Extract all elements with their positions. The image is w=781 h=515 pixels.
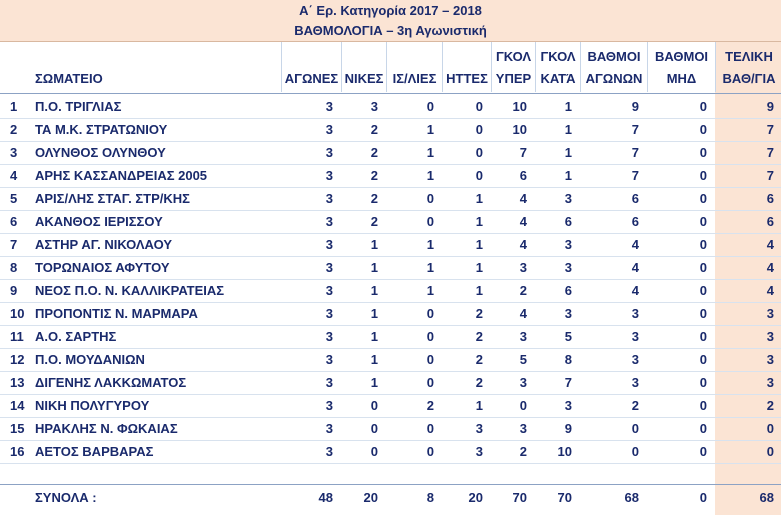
draws-cell: 0: [426, 352, 434, 367]
played-cell: 3: [325, 421, 333, 436]
wins-cell: 0: [370, 444, 378, 459]
final-cell: 9: [766, 99, 774, 114]
played-cell: 3: [325, 329, 333, 344]
club-name-cell: ΑΡΙΣ/ΛΗΣ ΣΤΑΓ. ΣΤΡ/ΚΗΣ: [35, 191, 190, 206]
column-header-gf-line1: ΓΚΟΛ: [495, 49, 532, 64]
wins-cell: 1: [370, 260, 378, 275]
losses-cell: 1: [475, 283, 483, 298]
wins-cell: 1: [370, 306, 378, 321]
losses-cell: 0: [475, 168, 483, 183]
ga-cell: 7: [564, 375, 572, 390]
column-header-pts-line2: ΑΓΩΝΩΝ: [585, 71, 643, 86]
club-name-cell: ΑΚΑΝΘΟΣ ΙΕΡΙΣΣΟΥ: [35, 214, 163, 229]
pts-cell: 3: [631, 329, 639, 344]
ga-cell: 6: [564, 283, 572, 298]
standings-subtitle: ΒΑΘΜΟΛΟΓΙΑ – 3η Αγωνιστική: [294, 23, 487, 38]
ded-cell: 0: [699, 398, 707, 413]
final-cell: 0: [766, 421, 774, 436]
draws-cell: 2: [426, 398, 434, 413]
table-row: [0, 95, 781, 119]
club-name-cell: ΑΕΤΟΣ ΒΑΡΒΑΡΑΣ: [35, 444, 154, 459]
table-row: [0, 118, 781, 142]
wins-cell: 2: [370, 191, 378, 206]
draws-cell: 1: [426, 122, 434, 137]
pts-cell: 4: [631, 260, 639, 275]
ded-cell: 0: [699, 306, 707, 321]
totals-divider: [0, 484, 781, 485]
pts-cell: 6: [631, 214, 639, 229]
losses-cell: 3: [475, 444, 483, 459]
final-cell: 3: [766, 352, 774, 367]
position-cell: 16: [10, 444, 25, 459]
played-cell: 3: [325, 214, 333, 229]
final-cell: 3: [766, 375, 774, 390]
losses-cell: 2: [475, 375, 483, 390]
totals-row: [0, 486, 781, 509]
column-header-draws-label: ΙΣ/ΛΙΕΣ: [392, 71, 437, 86]
played-cell: 3: [325, 99, 333, 114]
gf-cell: 6: [519, 168, 527, 183]
ded-cell: 0: [699, 375, 707, 390]
wins-cell: 2: [370, 168, 378, 183]
position-cell: 4: [10, 168, 18, 183]
wins-cell: 2: [370, 214, 378, 229]
position-cell: 9: [10, 283, 18, 298]
gf-cell: 2: [519, 283, 527, 298]
club-name-cell: ΟΛΥΝΘΟΣ ΟΛΥΝΘΟΥ: [35, 145, 166, 160]
ga-cell: 3: [564, 260, 572, 275]
pts-cell: 7: [631, 122, 639, 137]
club-name-cell: ΠΡΟΠΟΝΤΙΣ Ν. ΜΑΡΜΑΡΑ: [35, 306, 198, 321]
ga-cell: 1: [564, 99, 572, 114]
ga-cell: 10: [557, 444, 572, 459]
club-name-cell: Π.Ο. ΤΡΙΓΛΙΑΣ: [35, 99, 122, 114]
ded-cell: 0: [699, 145, 707, 160]
draws-cell: 0: [426, 329, 434, 344]
played-cell: 3: [325, 145, 333, 160]
played-cell: 3: [325, 260, 333, 275]
position-cell: 6: [10, 214, 18, 229]
column-header-draws: [386, 42, 442, 92]
played-cell: 3: [325, 398, 333, 413]
gf-cell: 3: [519, 421, 527, 436]
draws-cell: 0: [426, 214, 434, 229]
club-name-cell: ΑΡΗΣ ΚΑΣΣΑΝΔΡΕΙΑΣ 2005: [35, 168, 208, 183]
pts-cell: 3: [631, 375, 639, 390]
column-header-ded: [647, 42, 715, 92]
wins-cell: 3: [370, 99, 378, 114]
gf-cell: 0: [519, 398, 527, 413]
total-losses-cell: 20: [468, 490, 483, 505]
final-cell: 3: [766, 306, 774, 321]
position-cell: 14: [10, 398, 25, 413]
club-name-cell: Α.Ο. ΣΑΡΤΗΣ: [35, 329, 117, 344]
ded-cell: 0: [699, 237, 707, 252]
column-header-club: ΣΩΜΑΤΕΙΟ: [35, 71, 103, 86]
league-title: Α΄ Ερ. Κατηγορία 2017 – 2018: [299, 3, 482, 18]
wins-cell: 1: [370, 329, 378, 344]
losses-cell: 0: [475, 145, 483, 160]
table-row: [0, 417, 781, 441]
pts-cell: 6: [631, 191, 639, 206]
pts-cell: 2: [631, 398, 639, 413]
table-row: [0, 325, 781, 349]
gf-cell: 3: [519, 329, 527, 344]
gf-cell: 7: [519, 145, 527, 160]
total-played-cell: 48: [318, 490, 333, 505]
column-header-gf-line2: ΥΠΕΡ: [495, 71, 532, 86]
position-cell: 1: [10, 99, 18, 114]
played-cell: 3: [325, 237, 333, 252]
draws-cell: 1: [426, 145, 434, 160]
column-header-wins: [341, 42, 386, 92]
draws-cell: 1: [426, 260, 434, 275]
losses-cell: 1: [475, 191, 483, 206]
final-cell: 7: [766, 122, 774, 137]
title-band: [0, 0, 781, 42]
club-name-cell: ΤΑ Μ.Κ. ΣΤΡΑΤΩΝΙΟΥ: [35, 122, 168, 137]
draws-cell: 0: [426, 191, 434, 206]
wins-cell: 1: [370, 237, 378, 252]
column-header-played: [281, 42, 341, 92]
losses-cell: 1: [475, 260, 483, 275]
losses-cell: 1: [475, 398, 483, 413]
total-draws-cell: 8: [426, 490, 434, 505]
totals-label: ΣΥΝΟΛΑ :: [35, 490, 97, 505]
pts-cell: 0: [631, 421, 639, 436]
played-cell: 3: [325, 283, 333, 298]
final-cell: 3: [766, 329, 774, 344]
final-cell: 7: [766, 145, 774, 160]
total-pts-cell: 68: [624, 490, 639, 505]
gf-cell: 4: [519, 214, 527, 229]
column-header-ga-line2: ΚΑΤΆ: [540, 71, 576, 86]
total-ded-cell: 0: [699, 490, 707, 505]
club-name-cell: ΑΣΤΗΡ ΑΓ. ΝΙΚΟΛΑΟΥ: [35, 237, 173, 252]
ded-cell: 0: [699, 99, 707, 114]
draws-cell: 1: [426, 283, 434, 298]
pts-cell: 4: [631, 237, 639, 252]
played-cell: 3: [325, 375, 333, 390]
club-name-cell: ΝΕΟΣ Π.Ο. Ν. ΚΑΛΛΙΚΡΑΤΕΙΑΣ: [35, 283, 225, 298]
position-cell: 15: [10, 421, 25, 436]
draws-cell: 1: [426, 168, 434, 183]
gf-cell: 4: [519, 306, 527, 321]
table-row: [0, 440, 781, 464]
played-cell: 3: [325, 168, 333, 183]
draws-cell: 0: [426, 444, 434, 459]
losses-cell: 2: [475, 352, 483, 367]
wins-cell: 1: [370, 352, 378, 367]
ded-cell: 0: [699, 168, 707, 183]
ga-cell: 9: [564, 421, 572, 436]
table-row: [0, 141, 781, 165]
table-row: [0, 164, 781, 188]
ded-cell: 0: [699, 444, 707, 459]
ga-cell: 3: [564, 398, 572, 413]
losses-cell: 2: [475, 306, 483, 321]
ga-cell: 1: [564, 122, 572, 137]
position-cell: 11: [10, 329, 24, 344]
draws-cell: 1: [426, 237, 434, 252]
played-cell: 3: [325, 122, 333, 137]
column-header-losses: [442, 42, 491, 92]
total-wins-cell: 20: [363, 490, 378, 505]
pts-cell: 9: [631, 99, 639, 114]
pts-cell: 4: [631, 283, 639, 298]
losses-cell: 0: [475, 122, 483, 137]
losses-cell: 1: [475, 214, 483, 229]
wins-cell: 0: [370, 421, 378, 436]
pts-cell: 0: [631, 444, 639, 459]
played-cell: 3: [325, 352, 333, 367]
gf-cell: 10: [512, 99, 527, 114]
column-header-pts-line1: ΒΑΘΜΟΙ: [587, 49, 641, 64]
table-row: [0, 256, 781, 280]
column-header-ga-line1: ΓΚΟΛ: [540, 49, 576, 64]
position-cell: 7: [10, 237, 18, 252]
draws-cell: 0: [426, 375, 434, 390]
table-row: [0, 210, 781, 234]
draws-cell: 0: [426, 306, 434, 321]
column-header-ded-line2: ΜΗΔ: [666, 71, 697, 86]
club-name-cell: Π.Ο. ΜΟΥΔΑΝΙΩΝ: [35, 352, 145, 367]
gf-cell: 10: [512, 122, 527, 137]
club-name-cell: ΝΙΚΗ ΠΟΛΥΓΥΡΟΥ: [35, 398, 150, 413]
ded-cell: 0: [699, 122, 707, 137]
total-final-cell: 68: [759, 490, 774, 505]
header-divider: [0, 93, 781, 94]
losses-cell: 3: [475, 421, 483, 436]
gf-cell: 3: [519, 260, 527, 275]
final-cell: 4: [766, 237, 774, 252]
ded-cell: 0: [699, 329, 707, 344]
ded-cell: 0: [699, 191, 707, 206]
ded-cell: 0: [699, 260, 707, 275]
column-header-wins-label: ΝΙΚΕΣ: [344, 71, 384, 86]
ga-cell: 3: [564, 306, 572, 321]
losses-cell: 0: [475, 99, 483, 114]
played-cell: 3: [325, 444, 333, 459]
wins-cell: 1: [370, 283, 378, 298]
table-row: [0, 394, 781, 418]
gf-cell: 5: [519, 352, 527, 367]
final-cell: 7: [766, 168, 774, 183]
ga-cell: 3: [564, 191, 572, 206]
table-row: [0, 233, 781, 257]
gf-cell: 2: [519, 444, 527, 459]
draws-cell: 0: [426, 99, 434, 114]
column-header-losses-label: ΗΤΤΕΣ: [446, 71, 488, 86]
final-cell: 0: [766, 444, 774, 459]
gf-cell: 4: [519, 191, 527, 206]
pts-cell: 7: [631, 168, 639, 183]
club-name-cell: ΤΟΡΩΝΑΙΟΣ ΑΦΥΤΟΥ: [35, 260, 170, 275]
final-cell: 6: [766, 191, 774, 206]
column-header-ded-line1: ΒΑΘΜΟΙ: [654, 49, 709, 64]
ded-cell: 0: [699, 283, 707, 298]
wins-cell: 1: [370, 375, 378, 390]
ded-cell: 0: [699, 421, 707, 436]
wins-cell: 2: [370, 145, 378, 160]
position-cell: 10: [10, 306, 25, 321]
total-ga-cell: 70: [557, 490, 572, 505]
played-cell: 3: [325, 191, 333, 206]
wins-cell: 2: [370, 122, 378, 137]
losses-cell: 1: [475, 237, 483, 252]
final-cell: 4: [766, 283, 774, 298]
table-row: [0, 279, 781, 303]
pts-cell: 3: [631, 352, 639, 367]
final-cell: 6: [766, 214, 774, 229]
position-cell: 12: [10, 352, 25, 367]
ga-cell: 1: [564, 168, 572, 183]
column-header-final-line1: ΤΕΛΙΚΗ: [725, 49, 773, 64]
ga-cell: 1: [564, 145, 572, 160]
table-row: [0, 371, 781, 395]
position-cell: 3: [10, 145, 18, 160]
column-header-gf: [491, 42, 535, 92]
position-cell: 8: [10, 260, 18, 275]
table-row: [0, 302, 781, 326]
table-row: [0, 348, 781, 372]
wins-cell: 0: [370, 398, 378, 413]
ded-cell: 0: [699, 214, 707, 229]
table-row: [0, 187, 781, 211]
pts-cell: 3: [631, 306, 639, 321]
ded-cell: 0: [699, 352, 707, 367]
gf-cell: 4: [519, 237, 527, 252]
column-header-pts: [580, 42, 647, 92]
gf-cell: 3: [519, 375, 527, 390]
final-cell: 2: [766, 398, 774, 413]
column-header-final: [715, 42, 781, 92]
position-cell: 5: [10, 191, 18, 206]
ga-cell: 5: [564, 329, 572, 344]
ga-cell: 6: [564, 214, 572, 229]
column-header-final-line2: ΒΑΘ/ΓΙΑ: [722, 71, 776, 86]
club-name-cell: ΔΙΓΕΝΗΣ ΛΑΚΚΩΜΑΤΟΣ: [35, 375, 187, 390]
club-name-cell: ΗΡΑΚΛΗΣ Ν. ΦΩΚΑΙΑΣ: [35, 421, 178, 436]
played-cell: 3: [325, 306, 333, 321]
final-cell: 4: [766, 260, 774, 275]
pts-cell: 7: [631, 145, 639, 160]
ga-cell: 3: [564, 237, 572, 252]
draws-cell: 0: [426, 421, 434, 436]
position-cell: 13: [10, 375, 25, 390]
losses-cell: 2: [475, 329, 483, 344]
ga-cell: 8: [564, 352, 572, 367]
column-header-played-label: ΑΓΩΝΕΣ: [284, 71, 339, 86]
total-gf-cell: 70: [512, 490, 527, 505]
position-cell: 2: [10, 122, 18, 137]
column-header-ga: [535, 42, 580, 92]
